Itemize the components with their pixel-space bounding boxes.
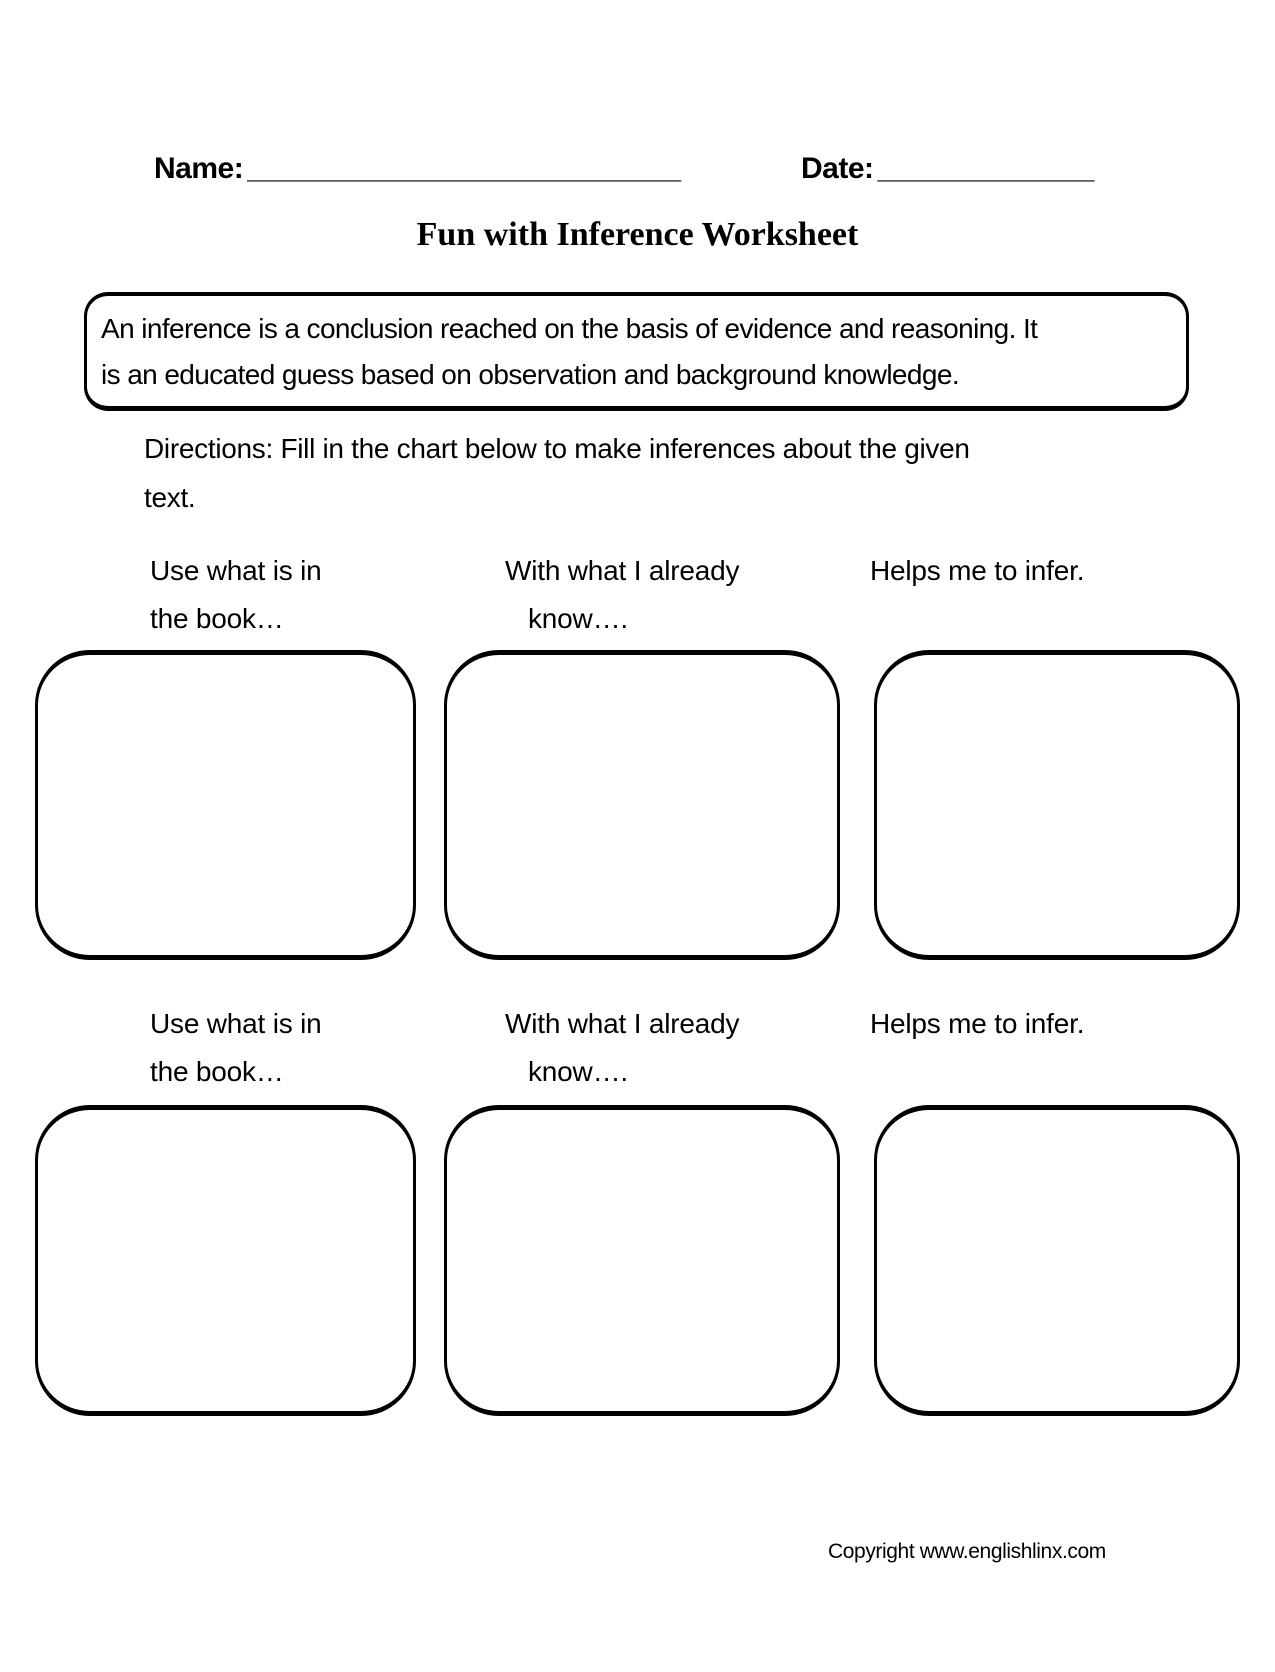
column-headers-section-2: [0, 1000, 1275, 1100]
inference-box-row2-book[interactable]: [35, 1105, 416, 1416]
definition-line-1: An inference is a conclusion reached on the basis of evidence and reasoning. It: [101, 313, 1038, 344]
column-header-book-2-line-1: Use what is in: [150, 1008, 322, 1039]
directions-line-1: Directions: Fill in the chart below to make inferences about the given: [144, 433, 970, 464]
name-blank-line[interactable]: __________________________: [247, 152, 682, 185]
definition-line-2: is an educated guess based on observation and background knowledge.: [101, 359, 960, 390]
definition-box: [84, 292, 1189, 411]
inference-box-row1-infer[interactable]: [874, 650, 1240, 960]
column-header-book-line-2: the book…: [150, 603, 284, 634]
inference-box-row2-infer[interactable]: [874, 1105, 1240, 1416]
date-label: Date:: [801, 152, 874, 185]
column-header-know-line-2: know….: [528, 603, 628, 634]
column-header-infer: [870, 547, 1084, 595]
column-header-know-2-line-2: know….: [528, 1056, 628, 1087]
inference-box-row2-know[interactable]: [444, 1105, 840, 1416]
column-header-know: [505, 547, 739, 643]
column-header-book: [150, 547, 322, 643]
directions-line-2: text.: [144, 482, 196, 513]
date-blank-line[interactable]: _____________: [877, 152, 1095, 185]
directions-text: [144, 424, 1144, 522]
name-field-group: [154, 152, 681, 186]
column-header-know-2-line-1: With what I already: [505, 1008, 740, 1039]
column-header-infer-2-line-1: Helps me to infer.: [870, 1008, 1085, 1039]
column-header-book-line-1: Use what is in: [150, 555, 322, 586]
column-headers-section-1: [0, 547, 1275, 647]
name-date-row: [0, 152, 1275, 198]
column-header-book-2-line-2: the book…: [150, 1056, 284, 1087]
column-header-infer-2: [870, 1000, 1084, 1048]
copyright-text: Copyright www.englishlinx.com: [828, 1540, 1106, 1563]
inference-box-row1-book[interactable]: [35, 650, 416, 960]
inference-box-row1-know[interactable]: [444, 650, 840, 960]
date-field-group: [801, 152, 1094, 186]
column-header-know-2: [505, 1000, 739, 1096]
name-label: Name:: [154, 152, 244, 185]
column-header-book-2: [150, 1000, 322, 1096]
page-title: Fun with Inference Worksheet: [416, 216, 859, 253]
column-header-know-line-1: With what I already: [505, 555, 740, 586]
column-header-infer-line-1: Helps me to infer.: [870, 555, 1085, 586]
